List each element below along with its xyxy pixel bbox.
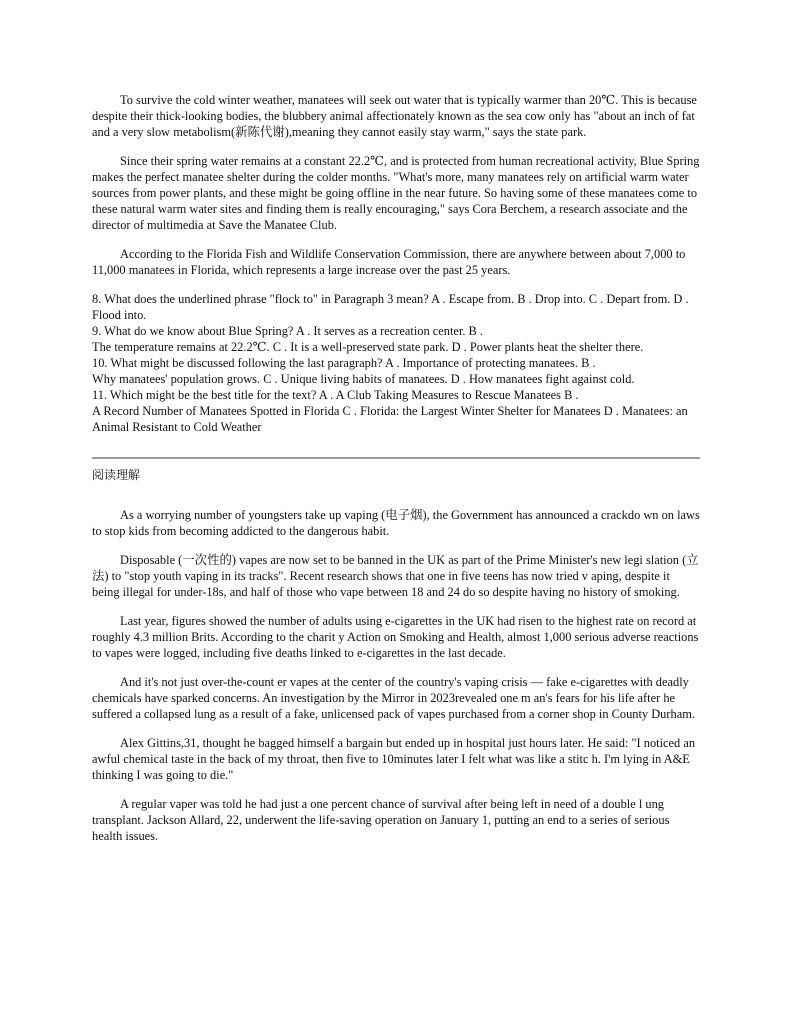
document-page	[92, 92, 700, 857]
paragraph: Alex Gittins,31, thought he bagged himself a bargain but ended up in hospital just hours later. He said: "I noticed an awful chemical taste in the back of my throat, then five to 10minutes later I felt what was like a stitc h. I'm lying in A&E thinking I was going to die."	[92, 736, 696, 782]
paragraph: Disposable (一次性的) vapes are now set to be banned in the UK as part of the Prime Minister's new legi slation (立法) to "stop youth vaping in its tracks". Recent research shows that one in five teens has now tried v aping, despite it being illegal for under-18s, and half of those who vape between 18 and 24 do so despite having no history of smoking.	[92, 553, 699, 599]
question-10: 10. What might be discussed following the last paragraph? A . Importance of protecting manatees. B .	[92, 356, 596, 370]
question-list	[92, 291, 700, 435]
paragraph: Since their spring water remains at a constant 22.2℃, and is protected from human recreational activity, Blue Spring makes the perfect manatee shelter during the colder months. "What's more, many manatees rely on artificial warm water sources from power plants, and these might be going offline in the near future. So having some of these manatees come to these natural warm water sites and finding them is really encouraging," says Cora Berchem, a research associate and the director of multimedia at Save the Manatee Club.	[92, 154, 700, 232]
paragraph: Last year, figures showed the number of adults using e-cigarettes in the UK had risen to the highest rate on record at roughly 4.3 million Brits. According to the charit y Action on Smoking and Health, almost 1,000 serious adverse reactions to vapes were logged, including five deaths linked to e-cigarettes in the last decade.	[92, 614, 699, 660]
question-11-options: A Record Number of Manatees Spotted in Florida C . Florida: the Largest Winter Shelter for Manatees D . Manatees: an Animal Resistant to Cold Weather	[92, 404, 688, 434]
question-9: 9. What do we know about Blue Spring? A . It serves as a recreation center. B .	[92, 324, 484, 338]
paragraph: A regular vaper was told he had just a one percent chance of survival after being left in need of a double l ung transplant. Jackson Allard, 22, underwent the life-saving operation on January 1, putting an end to a series of serious health issues.	[92, 797, 670, 843]
question-8: 8. What does the underlined phrase "flock to" in Paragraph 3 mean? A . Escape from. B . Drop into. C . Depart from. D . Flood into.	[92, 292, 689, 322]
question-9-options: The temperature remains at 22.2℃. C . It is a well-preserved state park. D . Power plants heat the shelter there.	[92, 340, 644, 354]
section-divider	[92, 457, 700, 459]
question-11: 11. Which might be the best title for the text? A . A Club Taking Measures to Rescue Manatees B .	[92, 388, 579, 402]
section-label: 阅读理解	[92, 468, 141, 482]
passage-manatees	[92, 92, 700, 278]
passage-vaping	[92, 507, 700, 844]
paragraph: As a worrying number of youngsters take up vaping (电子烟), the Government has announced a crackdo wn on laws to stop kids from becoming addicted to the dangerous habit.	[92, 508, 700, 538]
paragraph: And it's not just over-the-count er vapes at the center of the country's vaping crisis — fake e-cigarettes with deadly chemicals have sparked concerns. An investigation by the Mirror in 2023revealed one m an's fears for his life after he suffered a collapsed lung as a result of a fake, unlicensed pack of vapes purchased from a corner shop in County Durham.	[92, 675, 695, 721]
paragraph: According to the Florida Fish and Wildlife Conservation Commission, there are anywhere between about 7,000 to 11,000 manatees in Florida, which represents a large increase over the past 25 years.	[92, 247, 686, 277]
paragraph: To survive the cold winter weather, manatees will seek out water that is typically warmer than 20℃. This is because despite their thick-looking bodies, the blubbery animal affectionately known as the sea cow only has "about an inch of fat and a very slow metabolism(新陈代谢),meaning they cannot easily stay warm," says the state park.	[92, 93, 697, 139]
question-10-options: Why manatees' population grows. C . Unique living habits of manatees. D . How manatees fight against cold.	[92, 372, 635, 386]
